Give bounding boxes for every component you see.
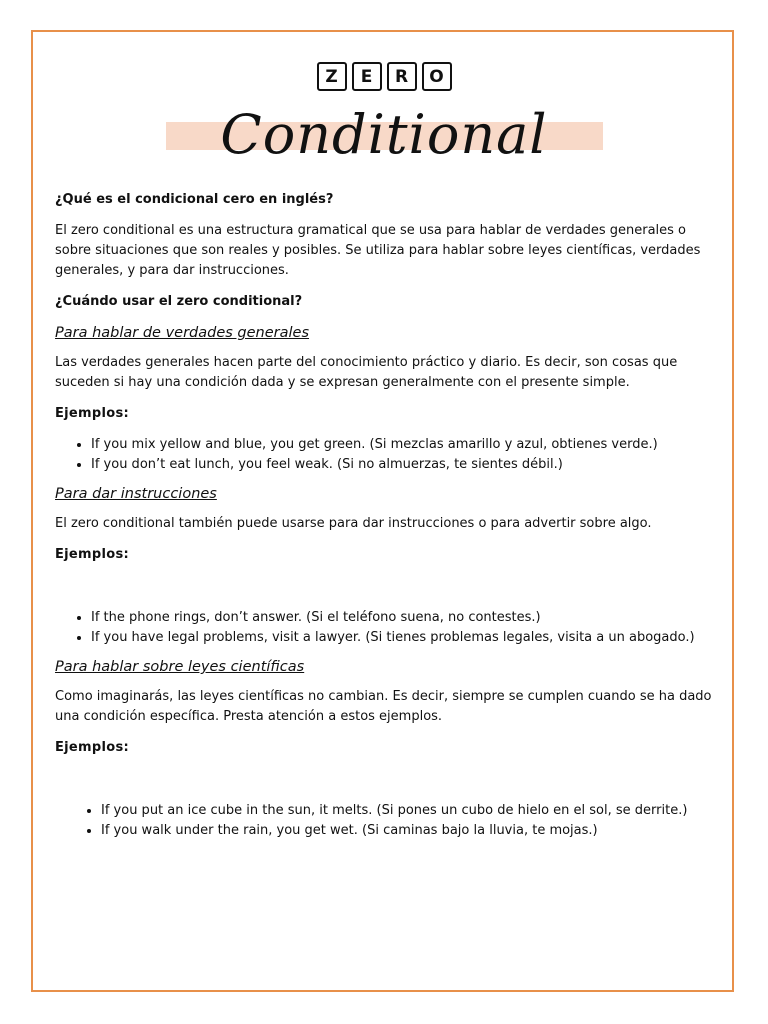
question-heading: ¿Qué es el condicional cero en inglés? <box>55 192 334 207</box>
letter-box: E <box>352 62 382 91</box>
list-item: • If the phone rings, don’t answer. (Si el teléfono suena, no contestes.) <box>91 608 725 628</box>
letter-box: Z <box>317 62 347 91</box>
example-list <box>55 435 725 475</box>
spacer <box>55 769 725 801</box>
list-item: • If you put an ice cube in the sun, it melts. (Si pones un cubo de hielo en el sol, se derrite.) <box>101 801 725 821</box>
examples-label: Ejemplos: <box>55 547 130 562</box>
examples-label: Ejemplos: <box>55 740 130 755</box>
letter-box: O <box>422 62 452 91</box>
subheading: Para dar instrucciones <box>55 486 217 502</box>
paragraph: Las verdades generales hacen parte del conocimiento práctico y diario. Es decir, son cosas que suceden si hay una condición dada y se expresan generalmente con el presente simple. <box>55 355 678 390</box>
example-list <box>55 608 725 648</box>
title-letter-boxes <box>0 62 768 91</box>
document-body <box>55 190 725 850</box>
paragraph: Como imaginarás, las leyes científicas no cambian. Es decir, siempre se cumplen cuando se ha dado una condición específica. Presta atención a estos ejemplos. <box>55 689 712 724</box>
examples-label: Ejemplos: <box>55 406 130 421</box>
list-item: • If you don’t eat lunch, you feel weak. (Si no almuerzas, te sientes débil.) <box>91 455 725 475</box>
paragraph: El zero conditional también puede usarse para dar instrucciones o para advertir sobre algo. <box>55 516 652 531</box>
list-item: • If you have legal problems, visit a lawyer. (Si tienes problemas legales, visita a un abogado.) <box>91 628 725 648</box>
list-item: • If you walk under the rain, you get wet. (Si caminas bajo la lluvia, te mojas.) <box>101 821 725 841</box>
example-list <box>55 801 725 841</box>
subheading: Para hablar de verdades generales <box>55 325 310 341</box>
subheading: Para hablar sobre leyes científicas <box>55 659 305 675</box>
intro-paragraph: El zero conditional es una estructura gramatical que se usa para hablar de verdades generales o sobre situaciones que son reales y posibles. Se utiliza para hablar sobre leyes científicas, verdades generales, y para dar instrucciones. <box>55 223 701 278</box>
letter-box: R <box>387 62 417 91</box>
spacer <box>55 576 725 608</box>
script-title: Conditional <box>220 103 548 166</box>
list-item: • If you mix yellow and blue, you get green. (Si mezclas amarillo y azul, obtienes verde.) <box>91 435 725 455</box>
question-heading: ¿Cuándo usar el zero conditional? <box>55 294 303 309</box>
